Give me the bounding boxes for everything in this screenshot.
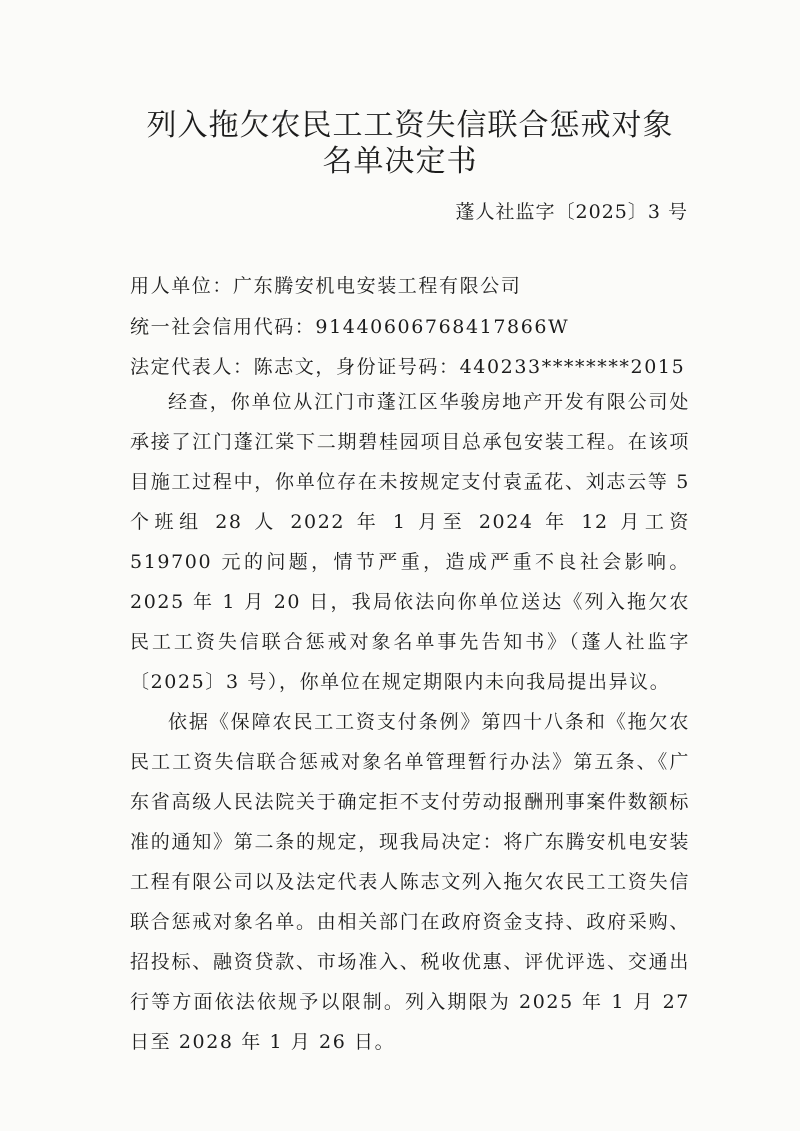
credit-code-field: 统一社会信用代码：91440606768417866W [130,316,570,338]
document-title-line-1: 列入拖欠农民工工资失信联合惩戒对象 [146,108,674,143]
employer-field: 用人单位：广东腾安机电安装工程有限公司 [130,275,522,297]
findings-paragraph: 经查，你单位从江门市蓬江区华骏房地产开发有限公司处承接了江门蓬江棠下二期碧桂园项目总承包安装工程。在该项目施工过程中，你单位存在未按规定支付袁孟花、刘志云等 5 个班组 28 人 2022 年 1 月至 2024 年 12 月工资 519700 元的问题，情节严重，造成严重不良社会影响。2025 年 1 月 20 日，我局依法向你单位送达《列入拖欠农民工工资失信联合惩戒对象名单事先告知书》（蓬人社监字〔2025〕3 号），你单位在规定期限内未向我局提出异议。 [130,391,690,693]
legal-representative-field: 法定代表人：陈志文，身份证号码：440233********2015 [130,356,686,378]
document-number: 蓬人社监字〔2025〕3 号 [455,201,688,223]
document-title-line-2: 名单决定书 [322,144,478,179]
decision-paragraph: 依据《保障农民工工资支付条例》第四十八条和《拖欠农民工工资失信联合惩戒对象名单管理暂行办法》第五条、《广东省高级人民法院关于确定拒不支付劳动报酬刑事案件数额标准的通知》第二条的规定，现我局决定：将广东腾安机电安装工程有限公司以及法定代表人陈志文列入拖欠农民工工资失信联合惩戒对象名单。由相关部门在政府资金支持、政府采购、招投标、融资贷款、市场准入、税收优惠、评优评选、交通出行等方面依法依规予以限制。列入期限为 2025 年 1 月 27 日至 2028 年 1 月 26 日。 [130,711,690,1053]
